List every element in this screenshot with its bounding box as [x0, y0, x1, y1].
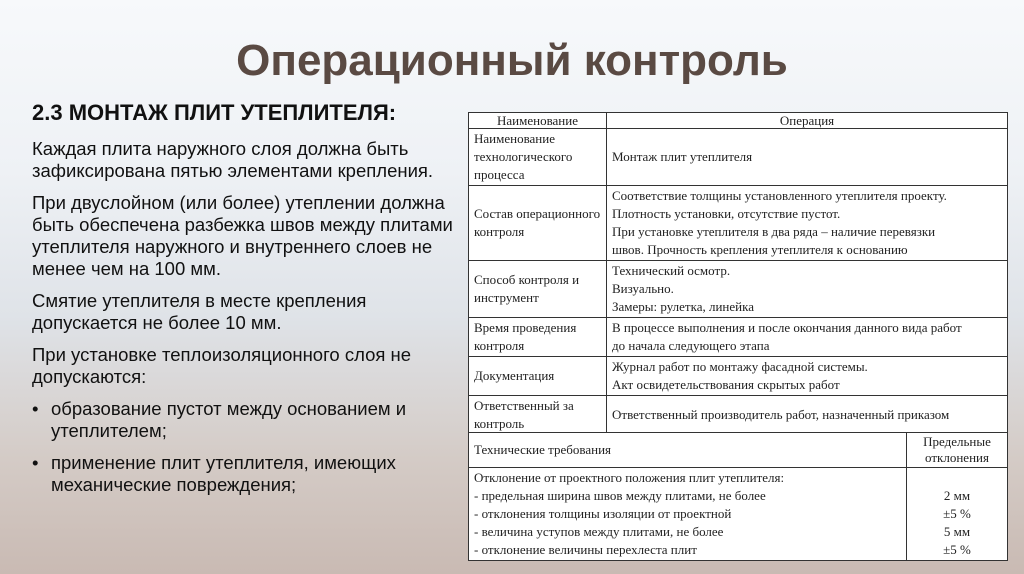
operation-line: Технический осмотр.: [612, 263, 731, 278]
slide-title: Операционный контроль: [236, 36, 788, 85]
requirement-line: - отклонения толщины изоляции от проектной: [474, 506, 732, 521]
bullet-icon: •: [32, 452, 39, 473]
row-name-cell: Время проведения контроля: [469, 318, 607, 357]
row-name-cell: Состав операционного контроля: [469, 186, 607, 261]
deviation-value: ±5 %: [943, 542, 971, 557]
list-item-text: применение плит утеплителя, имеющих механические повреждения;: [51, 452, 396, 495]
operation-line: В процессе выполнения и после окончания данного вида работ: [612, 320, 962, 335]
row-name-cell: Ответственный за контроль: [469, 396, 607, 435]
list-item: [32, 398, 464, 442]
table-row: [469, 357, 1008, 396]
operation-line: Ответственный производитель работ, назначенный приказом: [612, 407, 950, 422]
column-header-name: Наименование: [469, 113, 607, 129]
column-header-deviations: Предельные отклонения: [907, 433, 1008, 468]
operations-table: [468, 112, 1008, 435]
row-name-cell: Наименование технологического процесса: [469, 129, 607, 186]
deviation-value: ±5 %: [943, 506, 971, 521]
requirement-line: - отклонение величины перехлеста плит: [474, 542, 697, 557]
table-row: [469, 186, 1008, 261]
deviation-value: 5 мм: [943, 524, 971, 539]
row-operation-cell: [607, 186, 1008, 261]
row-name-cell: Документация: [469, 357, 607, 396]
row-operation-cell: [607, 357, 1008, 396]
section-heading: 2.3 МОНТАЖ ПЛИТ УТЕПЛИТЕЛЯ:: [32, 100, 397, 125]
paragraph-not-allowed: При установке теплоизоляционного слоя не допускаются:: [32, 344, 412, 387]
row-name-cell: Способ контроля и инструмент: [469, 261, 607, 318]
deviations-cell: [907, 468, 1008, 561]
operation-line: Монтаж плит утеплителя: [612, 149, 753, 164]
row-operation-cell: [607, 261, 1008, 318]
paragraph-crushing: Смятие утеплителя в месте крепления допускается не более 10 мм.: [32, 290, 367, 333]
list-item-text: образование пустот между основанием и утеплителем;: [51, 398, 407, 441]
table-row: [469, 261, 1008, 318]
operation-line: Плотность установки, отсутствие пустот.: [612, 206, 841, 221]
table-row: [469, 129, 1008, 186]
table-row: [469, 396, 1008, 435]
paragraph-fixing: Каждая плита наружного слоя должна быть зафиксирована пятью элементами крепления.: [32, 138, 434, 181]
group-title: Отклонение от проектного положения плит утеплителя:: [474, 470, 785, 485]
requirements-cell: [469, 468, 907, 561]
table-header-row: [469, 433, 1008, 468]
table-row: [469, 318, 1008, 357]
row-operation-cell: [607, 396, 1008, 435]
column-header-requirements: Технические требования: [469, 433, 907, 468]
operation-line: Соответствие толщины установленного утеплителя проекту.: [612, 188, 947, 203]
column-header-operation: Операция: [607, 113, 1008, 129]
operation-line: Замеры: рулетка, линейка: [612, 299, 754, 314]
operation-line: Визуально.: [612, 281, 674, 296]
row-operation-cell: [607, 129, 1008, 186]
table-header-row: [469, 113, 1008, 129]
table-row: [469, 468, 1008, 561]
operation-line: Акт освидетельствования скрытых работ: [612, 377, 840, 392]
row-operation-cell: [607, 318, 1008, 357]
operation-line: до начала следующего этапа: [612, 338, 770, 353]
not-allowed-list: [32, 398, 464, 496]
bullet-icon: •: [32, 398, 39, 419]
operation-line: При установке утеплителя в два ряда – наличие перевязки: [612, 224, 936, 239]
deviation-value: 2 мм: [943, 488, 971, 503]
requirement-line: - предельная ширина швов между плитами, не более: [474, 488, 766, 503]
operation-line: Журнал работ по монтажу фасадной системы.: [612, 359, 868, 374]
paragraph-double-layer: При двуслойном (или более) утеплении должна быть обеспечена разбежка швов между плитами утеплителя наружного и внутреннего слоев не менее чем на 100 мм.: [32, 192, 453, 279]
operation-line: швов. Прочность крепления утеплителя к основанию: [612, 242, 908, 257]
requirements-table: [468, 432, 1008, 561]
requirement-line: - величина уступов между плитами, не более: [474, 524, 724, 539]
list-item: [32, 452, 464, 496]
left-text-column: [32, 100, 464, 506]
